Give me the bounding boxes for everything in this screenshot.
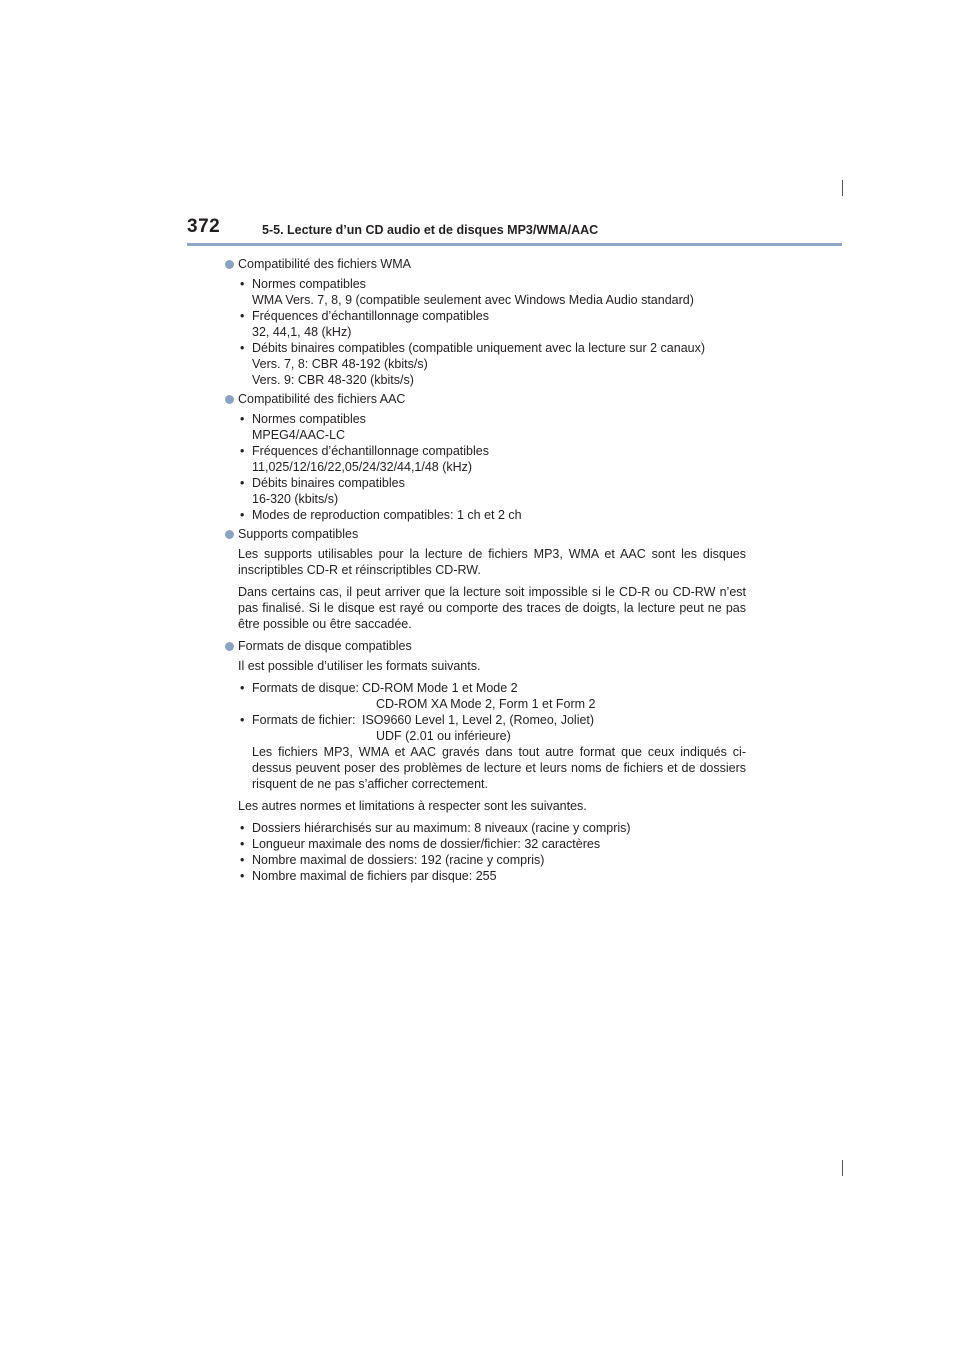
- formats-section: [224, 638, 746, 884]
- aac-section: [224, 391, 746, 523]
- list-value: 11,025/12/16/22,05/24/32/44,1/48 (kHz): [252, 460, 473, 474]
- list-value: MPEG4/AAC-LC: [252, 428, 346, 442]
- paragraph: Les fichiers MP3, WMA et AAC gravés dans tout autre format que ceux indiqués ci-dessus peuvent poser des problèmes de lecture et leurs noms de fichiers et de dossiers risquent de ne pas s’afficher correctement.: [252, 745, 746, 791]
- formats-heading: Formats de disque compatibles: [224, 638, 746, 654]
- supports-section: [224, 526, 746, 632]
- wma-heading: Compatibilité des fichiers WMA: [224, 256, 746, 272]
- page-content: [224, 256, 746, 887]
- bullet-icon: [225, 395, 234, 404]
- bullet-icon: [225, 530, 234, 539]
- paragraph: Les supports utilisables pour la lecture de fichiers MP3, WMA et AAC sont les disques inscriptibles CD-R et réinscriptibles CD-RW.: [238, 547, 746, 577]
- list-item: • Dossiers hiérarchisés sur au maximum: 8 niveaux (racine y compris): [240, 821, 631, 835]
- list-item: • Modes de reproduction compatibles: 1 ch et 2 ch: [240, 508, 522, 522]
- list-value: Vers. 7, 8: CBR 48-192 (kbits/s): [252, 357, 428, 371]
- header-rule: [187, 243, 842, 246]
- bullet-icon: [225, 260, 234, 269]
- list-item: • Formats de disque: CD-ROM Mode 1 et Mode 2: [240, 681, 518, 695]
- limits-list: [238, 820, 746, 884]
- wma-list: [238, 276, 746, 388]
- aac-list: [238, 411, 746, 523]
- aac-heading: Compatibilité des fichiers AAC: [224, 391, 746, 407]
- list-value: UDF (2.01 ou inférieure): [376, 729, 511, 743]
- list-item: • Fréquences d’échantillonnage compatibles: [240, 444, 489, 458]
- list-item: • Nombre maximal de dossiers: 192 (racine y compris): [240, 853, 545, 867]
- list-item: • Débits binaires compatibles: [240, 476, 405, 490]
- list-item: • Normes compatibles: [240, 412, 366, 426]
- page-number: 372: [187, 216, 221, 237]
- list-value: Vers. 9: CBR 48-320 (kbits/s): [252, 373, 414, 387]
- list-value: WMA Vers. 7, 8, 9 (compatible seulement avec Windows Media Audio standard): [252, 293, 694, 307]
- crop-mark-top: [842, 180, 843, 196]
- list-item: • Débits binaires compatibles (compatible uniquement avec la lecture sur 2 canaux): [240, 341, 706, 355]
- list-item: • Longueur maximale des noms de dossier/fichier: 32 caractères: [240, 837, 601, 851]
- wma-section: [224, 256, 746, 388]
- section-title: 5-5. Lecture d’un CD audio et de disques MP3/WMA/AAC: [262, 223, 599, 237]
- list-value: 16-320 (kbits/s): [252, 492, 339, 506]
- list-item: • Formats de fichier: ISO9660 Level 1, Level 2, (Romeo, Joliet): [240, 713, 595, 727]
- list-item: • Nombre maximal de fichiers par disque: 255: [240, 869, 497, 883]
- list-value: CD-ROM XA Mode 2, Form 1 et Form 2: [376, 697, 596, 711]
- bullet-icon: [225, 642, 234, 651]
- list-item: • Normes compatibles: [240, 277, 366, 291]
- list-value: 32, 44,1, 48 (kHz): [252, 325, 352, 339]
- formats-list: [238, 680, 746, 744]
- paragraph: Il est possible d’utiliser les formats suivants.: [238, 659, 481, 673]
- list-item: • Fréquences d’échantillonnage compatibles: [240, 309, 489, 323]
- paragraph: Dans certains cas, il peut arriver que la lecture soit impossible si le CD-R ou CD-RW n’est pas finalisé. Si le disque est rayé ou comporte des traces de doigts, la lecture peut ne pas être possible ou être saccadée.: [238, 585, 746, 631]
- crop-mark-bottom: [842, 1160, 843, 1176]
- supports-heading: Supports compatibles: [224, 526, 746, 542]
- paragraph: Les autres normes et limitations à respecter sont les suivantes.: [238, 799, 587, 813]
